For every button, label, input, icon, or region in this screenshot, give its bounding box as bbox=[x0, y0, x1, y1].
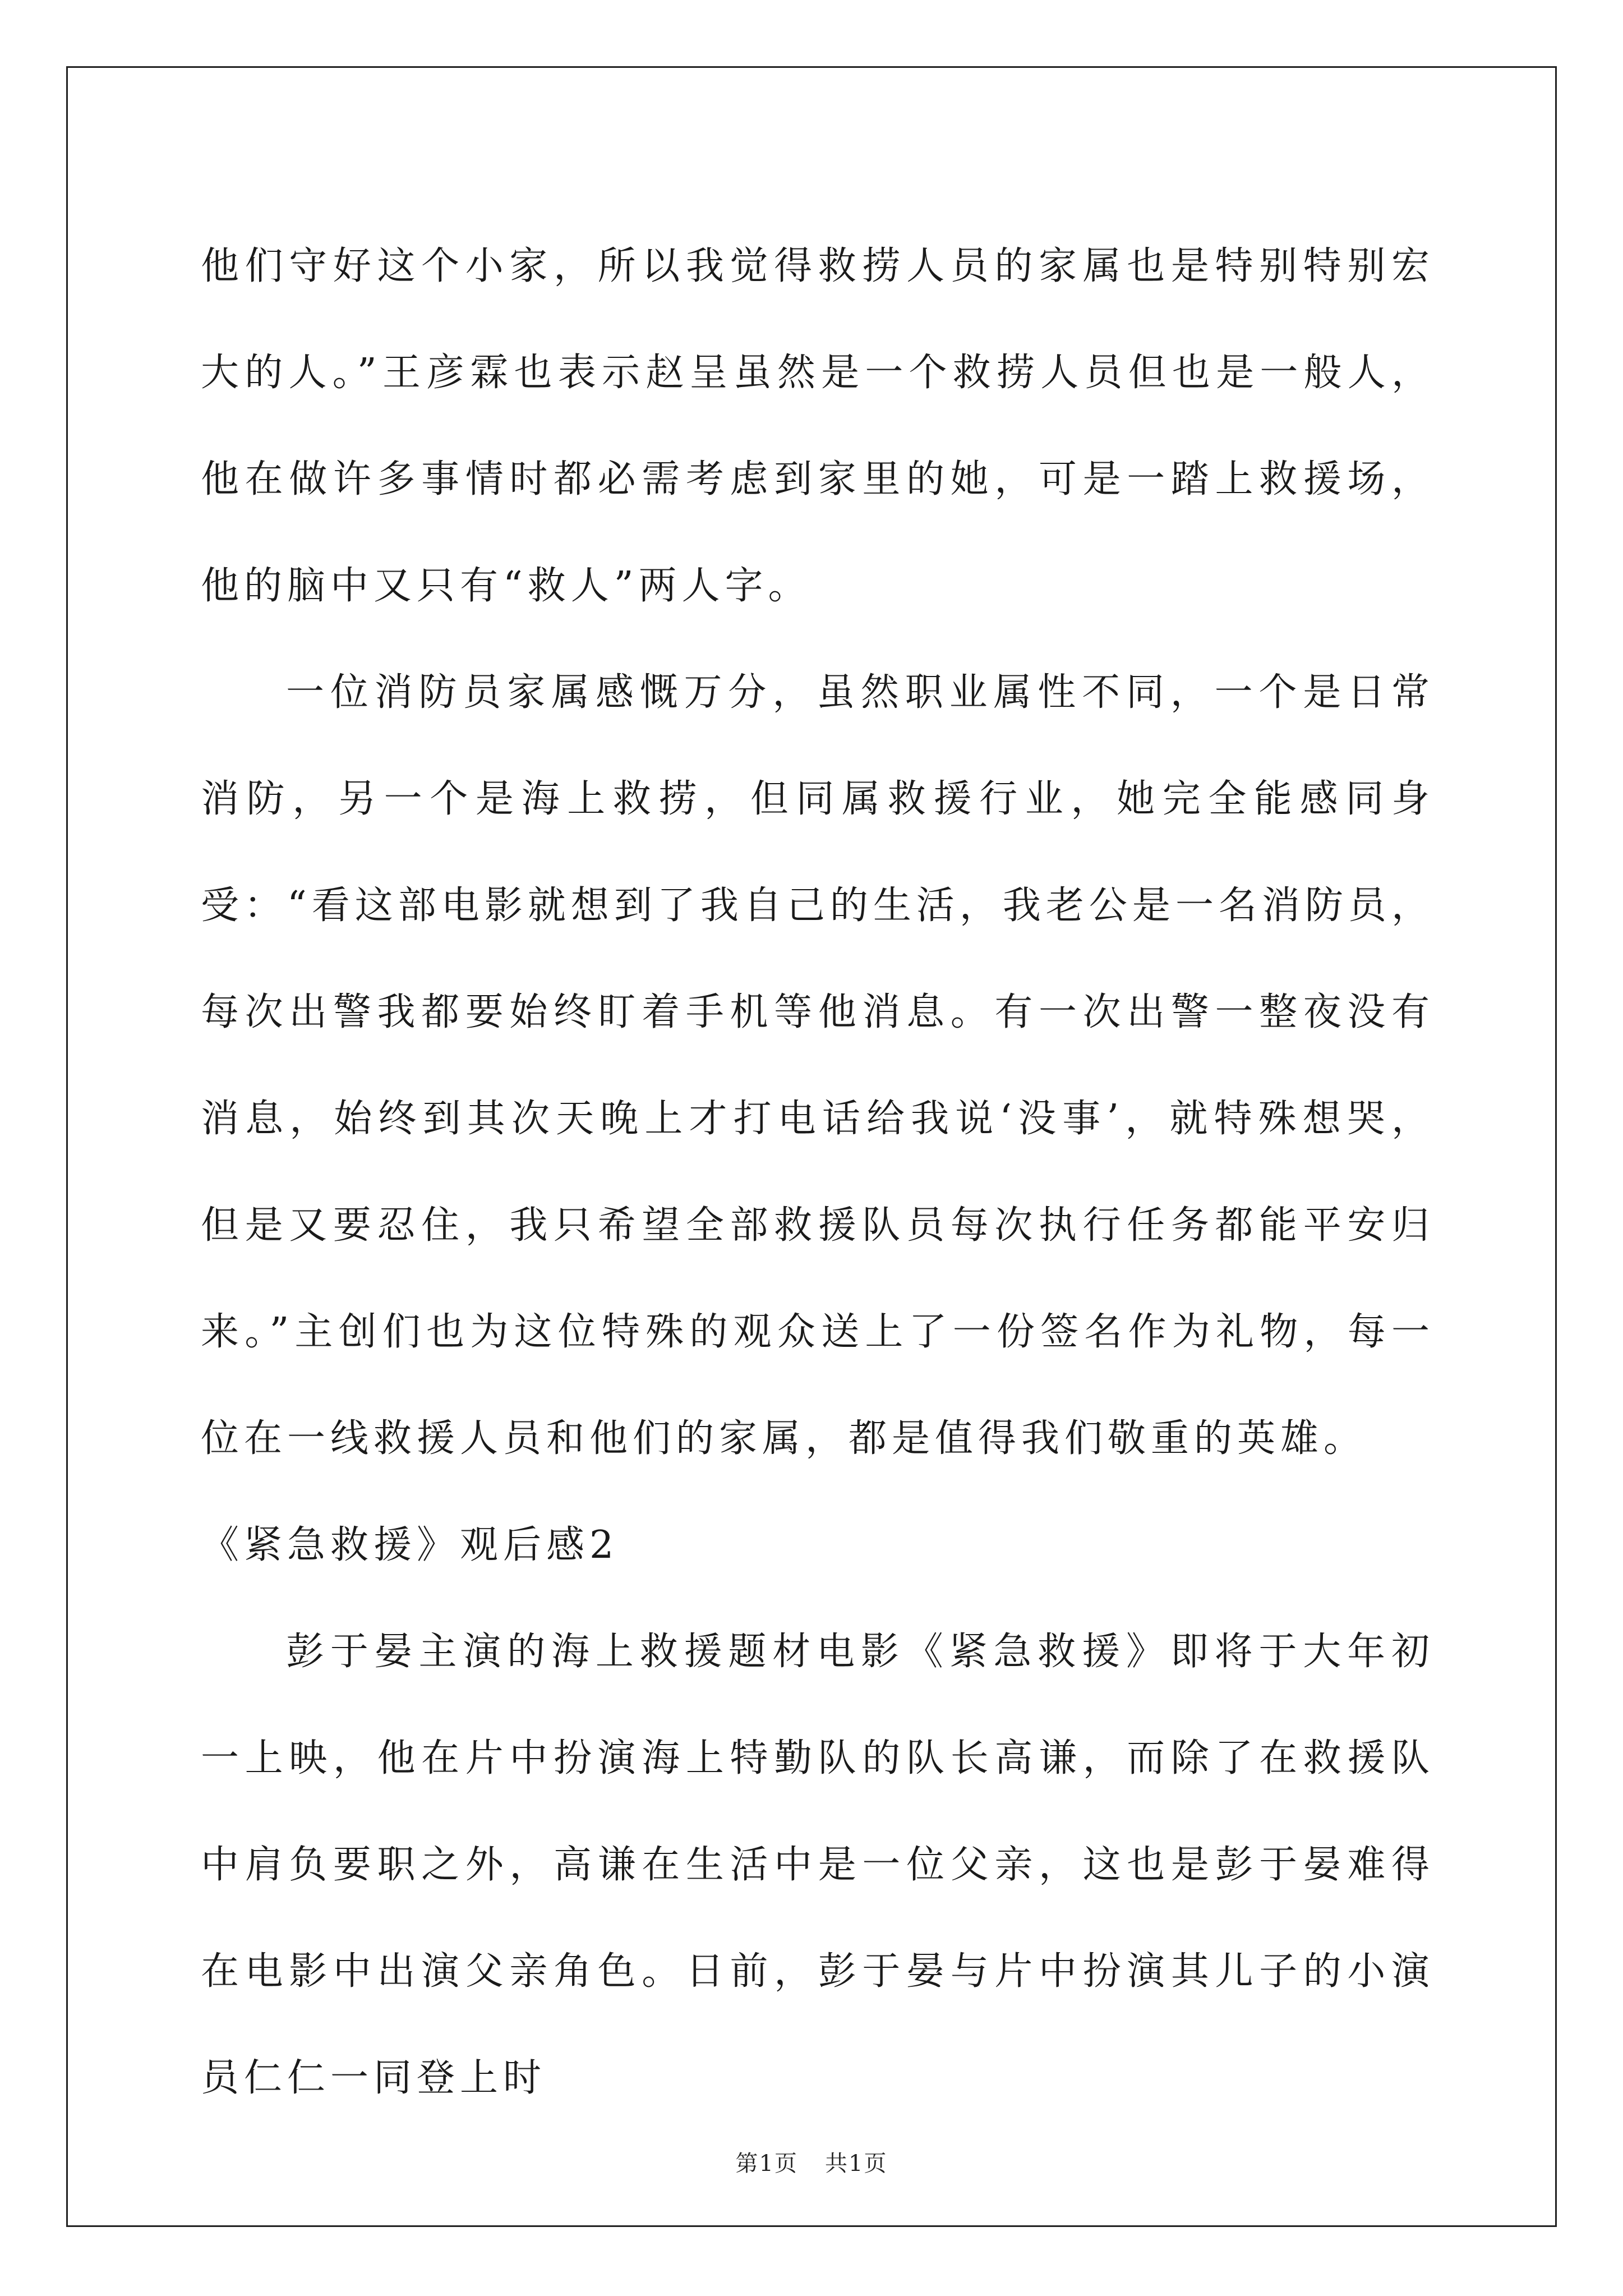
page-total: 共1页 bbox=[825, 2151, 888, 2177]
paragraph-3: 彭于晏主演的海上救援题材电影《紧急救援》即将于大年初一上映，他在片中扮演海上特勤队的队长高谦，而除了在救援队中肩负要职之外，高谦在生活中是一位父亲，这也是彭于晏难得在电影中出演父亲角色。日前，彭于晏与片中扮演其儿子的小演员仁仁一同登上时 bbox=[201, 1630, 1435, 2100]
page-number: 第1页 bbox=[735, 2151, 798, 2177]
paragraph-2: 一位消防员家属感慨万分，虽然职业属性不同，一个是日常消防，另一个是海上救捞，但同属救援行业，她完全能感同身受：“看这部电影就想到了我自己的生活，我老公是一名消防员，每次出警我都要始终盯着手机等他消息。有一次出警一整夜没有消息，始终到其次天晚上才打电话给我说‘没事’，就特殊想哭，但是又要忍住，我只希望全部救援队员每次执行任务都能平安归来。”主创们也为这位特殊的观众送上了一份签名作为礼物，每一位在一线救援人员和他们的家属，都是值得我们敬重的英雄。 bbox=[201, 670, 1435, 1461]
document-body bbox=[201, 213, 1435, 2132]
paragraph-1: 他们守好这个小家，所以我觉得救捞人员的家属也是特别特别宏大的人。”王彦霖也表示赵呈虽然是一个救捞人员但也是一般人，他在做许多事情时都必需考虑到家里的她，可是一踏上救援场，他的脑中又只有“救人”两人字。 bbox=[201, 244, 1435, 608]
page-footer bbox=[0, 2146, 1623, 2178]
section-heading: 《紧急救援》观后感2 bbox=[201, 1523, 619, 1567]
